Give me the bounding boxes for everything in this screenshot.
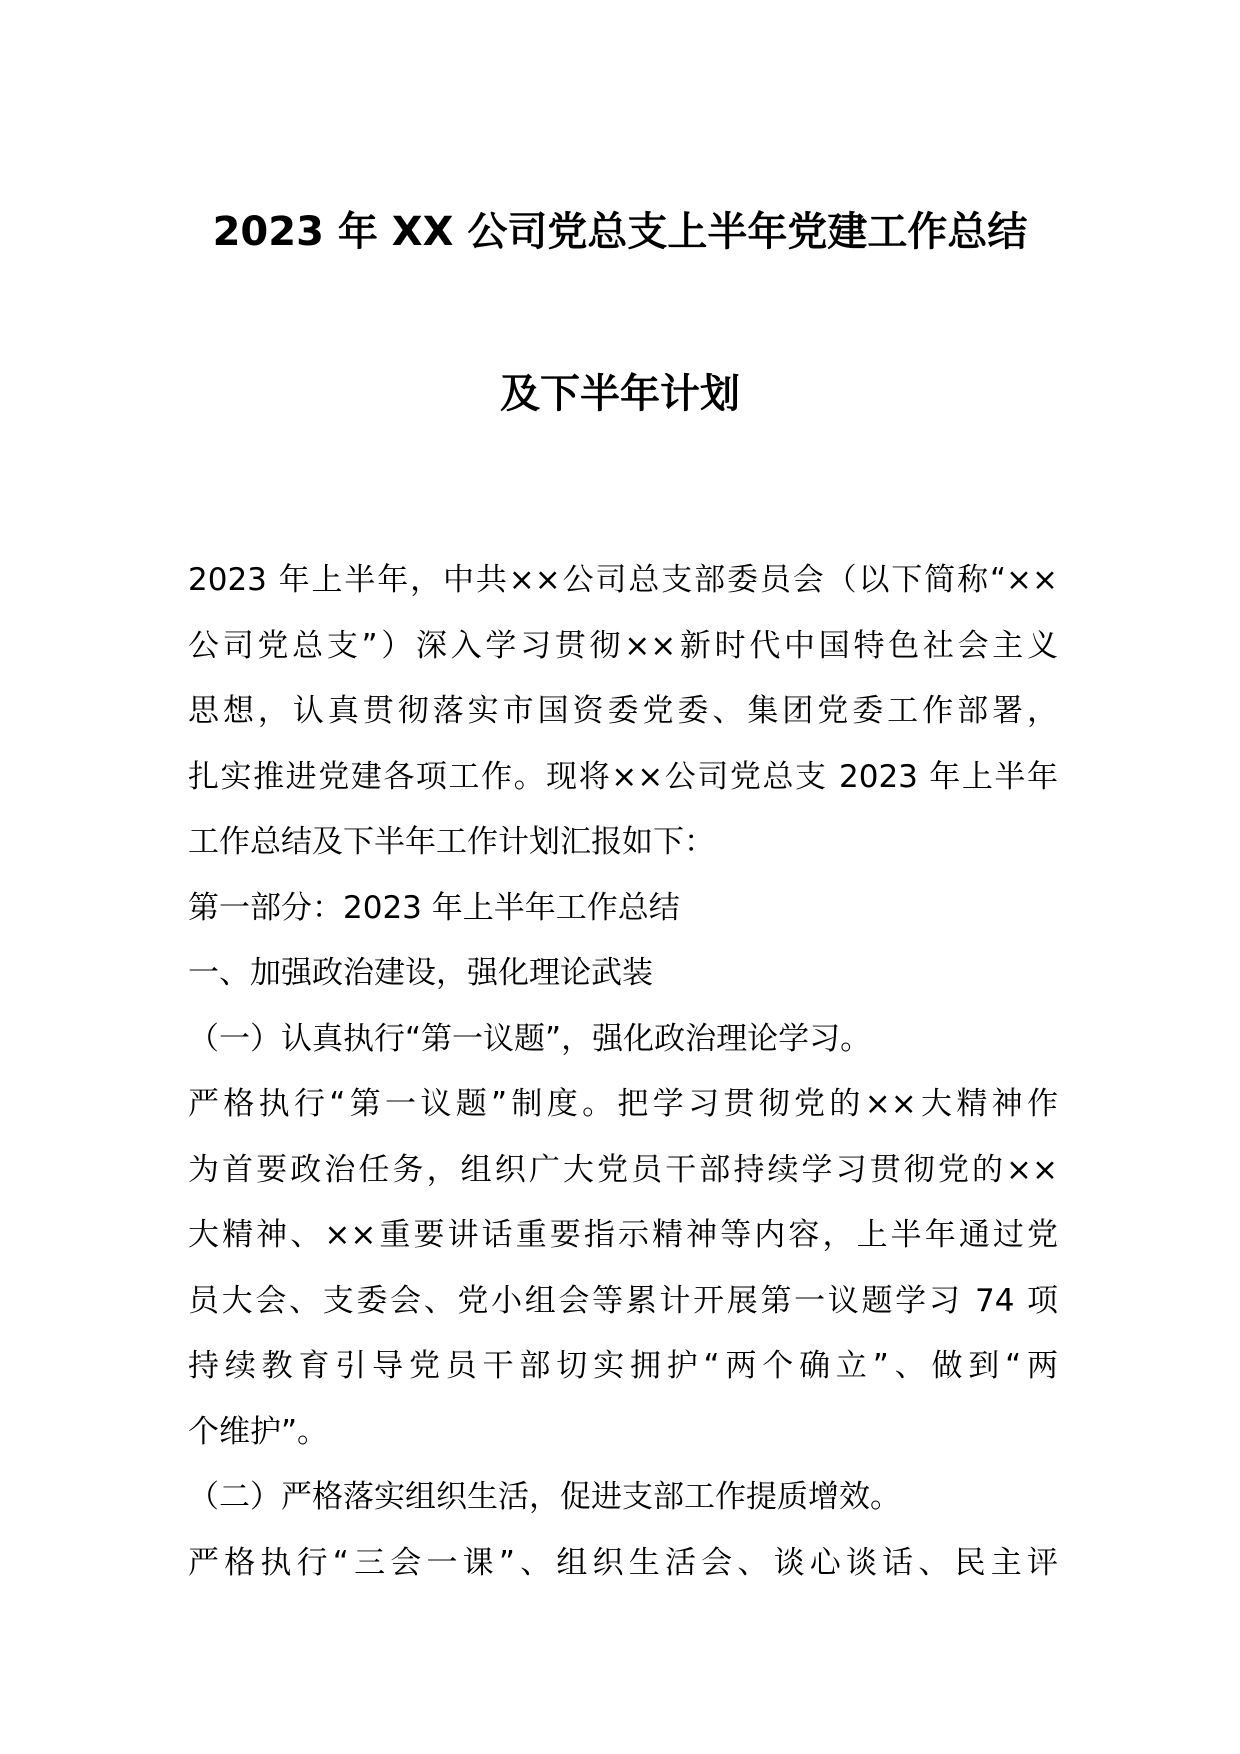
body-line: 员大会、支委会、党小组会等累计开展第一议题学习 74 项 — [188, 1282, 1058, 1319]
document-title-line-2: 及下半年计划 — [500, 371, 740, 417]
body-line: 公司党总支”）深入学习贯彻××新时代中国特色社会主义 — [188, 627, 1058, 664]
body-line: 严格执行“第一议题”制度。把学习贯彻党的××大精神作 — [188, 1086, 1058, 1122]
body-line: 工作总结及下半年工作计划汇报如下： — [188, 824, 715, 860]
body-line: 大精神、××重要讲话重要指示精神等内容，上半年通过党 — [188, 1217, 1058, 1253]
body-line: 持续教育引导党员干部切实拥护“两个确立”、做到“两 — [188, 1348, 1058, 1384]
body-line: 2023 年上半年，中共××公司总支部委员会（以下简称“×× — [188, 562, 1058, 598]
body-line: （二）严格落实组织生活，促进支部工作提质增效。 — [188, 1479, 901, 1515]
body-line: （一）认真执行“第一议题”，强化政治理论学习。 — [188, 1020, 872, 1057]
document-title-line-1: 2023 年 XX 公司党总支上半年党建工作总结 — [212, 209, 1028, 255]
body-line: 第一部分：2023 年上半年工作总结 — [188, 889, 680, 926]
body-line: 为首要政治任务，组织广大党员干部持续学习贯彻党的×× — [188, 1151, 1058, 1188]
body-line: 思想，认真贯彻落实市国资委党委、集团党委工作部署， — [188, 693, 1058, 729]
document-body — [188, 548, 1058, 1596]
body-line: 扎实推进党建各项工作。现将××公司党总支 2023 年上半年 — [188, 758, 1058, 795]
body-line: 个维护”。 — [188, 1413, 329, 1450]
body-line: 一、加强政治建设，强化理论武装 — [188, 955, 653, 991]
body-line: 严格执行“三会一课”、组织生活会、谈心谈话、民主评 — [188, 1544, 1058, 1581]
